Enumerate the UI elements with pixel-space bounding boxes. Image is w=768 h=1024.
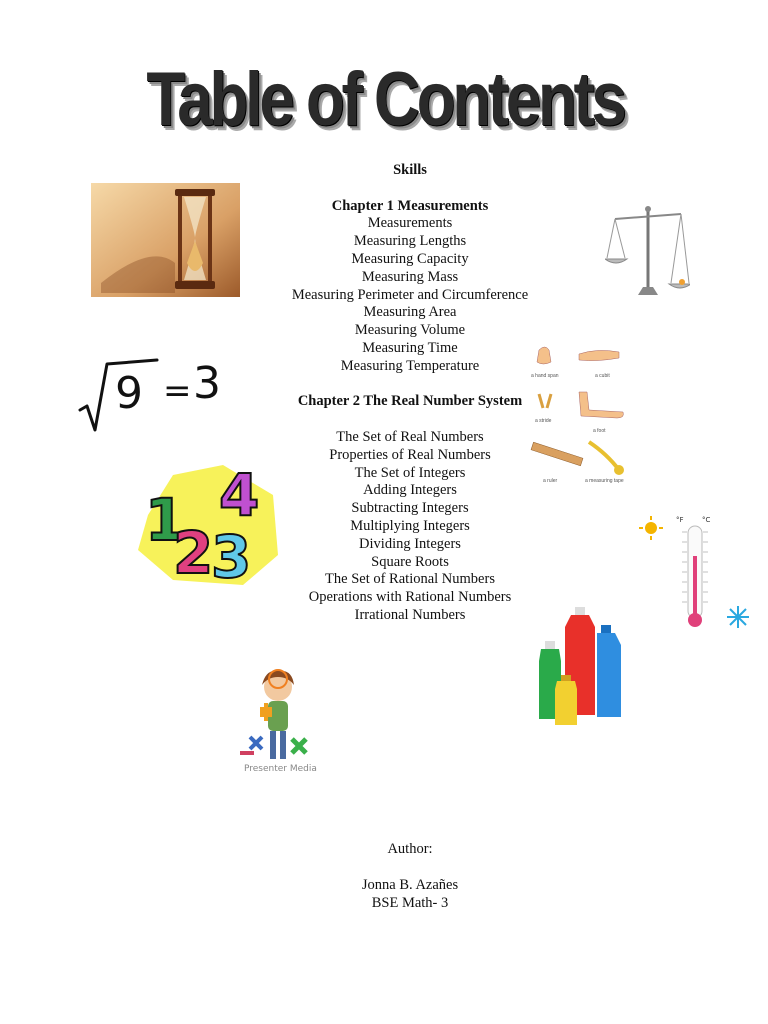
length-units-image [527,342,632,487]
toc-item: Dividing Integers [359,535,461,552]
page-title: Table of Contents [146,57,624,142]
toc-item: Square Roots [371,553,449,570]
celsius-label: °C [702,516,711,524]
unit-caption: a measuring tape [585,478,624,484]
fahrenheit-label: °F [676,516,684,524]
toc-item: Measuring Capacity [351,250,469,267]
balance-scale-image [605,203,690,300]
toc-item: The Set of Rational Numbers [325,571,495,588]
unit-caption: a stride [535,418,552,424]
toc-item: Measuring Perimeter and Circumference [291,286,529,303]
author-label: Author: [387,841,433,857]
toc-item: Measuring Lengths [353,233,467,250]
presenter-character-image [236,667,320,775]
toc-item: Subtracting Integers [351,500,469,517]
numbers-art-image [133,455,283,590]
unit-caption: a foot [593,428,606,434]
chapter-1-heading: Chapter 1 Measurements [331,197,489,214]
presenter-watermark: Presenter Media [244,764,317,774]
toc-item: Properties of Real Numbers [329,446,491,463]
toc-item: Multiplying Integers [350,517,470,534]
toc-item: Irrational Numbers [354,606,466,623]
toc-item: Adding Integers [363,482,457,499]
number-glyph: 1 [145,486,186,554]
toc-item: The Set of Real Numbers [336,428,484,445]
unit-caption: a ruler [543,478,558,484]
result-text: 3 [193,358,221,409]
skills-label: Skills [393,162,427,178]
toc-item: The Set of Integers [354,464,466,481]
toc-item: Measuring Temperature [340,357,480,374]
author-block [255,840,565,912]
toc-body [255,162,565,625]
author-course: BSE Math- 3 [371,895,449,911]
chapter-2-heading: Chapter 2 The Real Number System [297,393,523,410]
toc-item: Measuring Area [363,304,457,321]
thermometer-image [636,512,756,632]
toc-item: Measuring Mass [361,268,459,285]
number-glyph: 4 [219,461,260,529]
liquid-bottles-image [533,605,633,730]
radicand-text: 9 [115,368,143,419]
toc-item: Measuring Volume [354,322,466,339]
square-root-equation-image [75,350,240,435]
unit-caption: a hand span [531,373,559,379]
toc-item: Measuring Time [362,339,458,356]
author-name: Jonna B. Azañes [361,877,459,893]
toc-item: Operations with Rational Numbers [308,589,512,606]
hourglass-image [91,183,240,297]
equals-text: = [163,371,192,411]
number-glyph: 2 [173,519,214,587]
number-glyph: 3 [211,523,252,590]
toc-item: Measurements [367,215,453,232]
unit-caption: a cubit [595,373,610,379]
